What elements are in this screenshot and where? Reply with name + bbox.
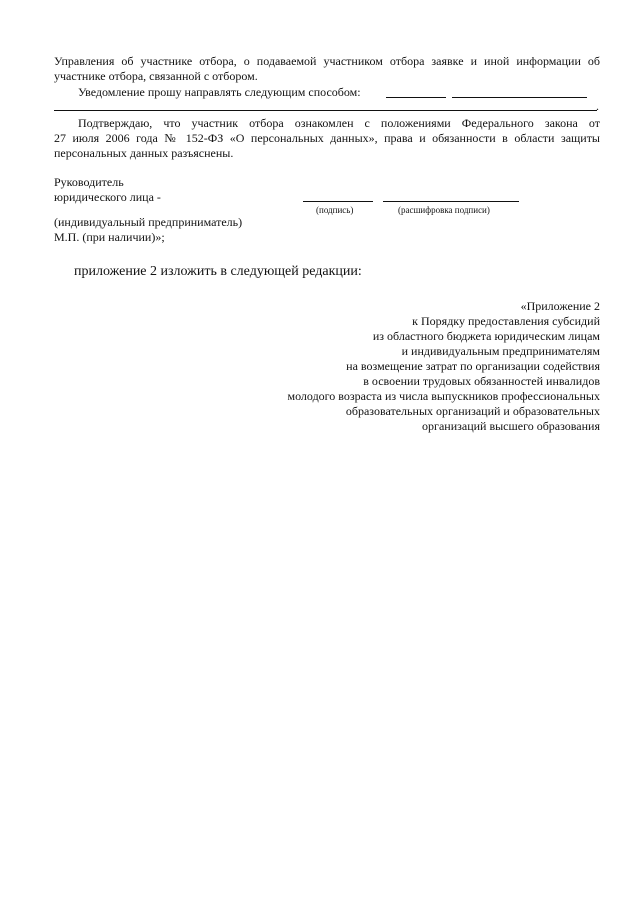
confirmation-line-1: Подтверждаю, что участник отбора ознакомлен с положениями Федерального закона от (78, 116, 600, 130)
appendix-heading-line-4: и индивидуальным предпринимателям (401, 344, 600, 358)
notification-blank-2 (452, 97, 587, 98)
head-title-line-2: юридического лица - (54, 190, 161, 204)
paragraph-1-line-2: участнике отбора, связанной с отбором. (54, 69, 258, 83)
paragraph-1-line-1: Управления об участнике отбора, о подаваемой участником отбора заявке и иной информации об (54, 54, 600, 68)
appendix-heading-line-7: молодого возраста из числа выпускников профессиональных (287, 389, 600, 403)
head-title-line-1: Руководитель (54, 175, 124, 189)
signature-decoding-line (383, 201, 519, 202)
notification-text (78, 85, 361, 99)
entrepreneur-label: (индивидуальный предприниматель) (54, 215, 243, 229)
signature-line (303, 201, 373, 202)
signature-decoding-caption: (расшифровка подписи) (398, 205, 490, 215)
notification-blank-line (54, 110, 597, 111)
appendix-heading-line-9: организаций высшего образования (422, 419, 600, 433)
confirmation-line-3: персональных данных разъяснены. (54, 146, 234, 160)
notification-label: Уведомление прошу направлять следующим способом: (78, 85, 361, 99)
appendix-heading-line-6: в освоении трудовых обязанностей инвалидов (363, 374, 600, 388)
appendix-heading-line-2: к Порядку предоставления субсидий (412, 314, 600, 328)
appendix-heading-line-1: «Приложение 2 (520, 299, 600, 313)
confirmation-line-2: 27 июля 2006 года № 152-ФЗ «О персональных данных», права и обязанности в области защиты (54, 131, 600, 145)
instruction-text: приложение 2 изложить в следующей редакции: (74, 264, 362, 279)
appendix-heading-line-3: из областного бюджета юридическим лицам (372, 329, 600, 343)
notification-end-mark: . (596, 99, 599, 113)
stamp-label: М.П. (при наличии)»; (54, 230, 165, 244)
appendix-heading-line-8: образовательных организаций и образовательных (345, 404, 600, 418)
appendix-heading-line-5: на возмещение затрат по организации содействия (346, 359, 600, 373)
signature-caption: (подпись) (316, 205, 354, 215)
notification-blank-1 (386, 97, 446, 98)
